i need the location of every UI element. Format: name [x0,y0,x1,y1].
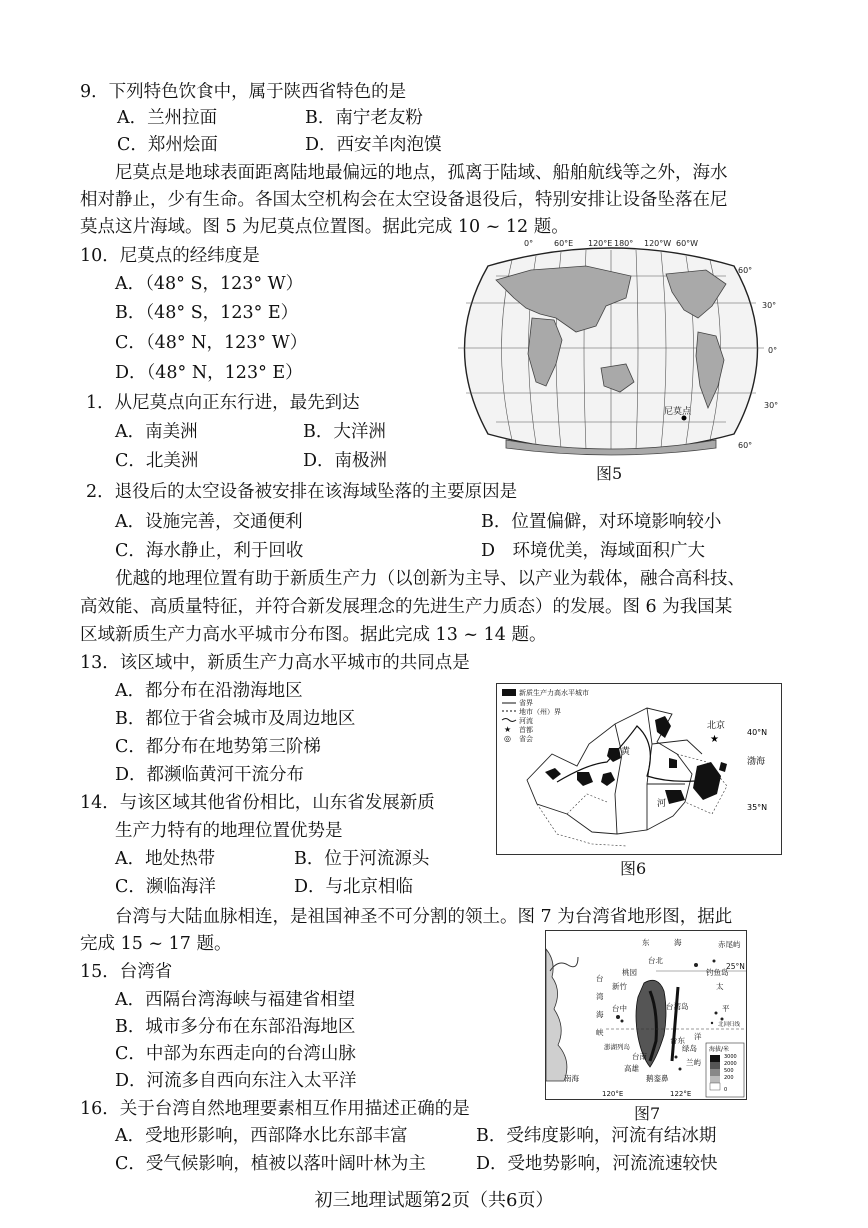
fig5-nemo-label: 尼莫点 [664,407,692,417]
fig7-label: 太 [716,982,724,991]
q11-stem: 1．从尼莫点向正东行进，最先到达 [86,393,360,413]
q14-option-c: C．濒临海洋 [115,877,216,897]
fig6-city-area [693,762,721,800]
fig6-legend-cities: 新质生产力高水平城市 [519,689,589,697]
q14-option-b: B．位于河流源头 [294,849,430,869]
intro-nemo-line3: 莫点这片海域。图 5 为尼莫点位置图。据此完成 10 ~ 12 题。 [80,217,569,237]
fig6-city-area [655,716,671,738]
q16-option-c: C．受气候影响，植被以落叶阔叶林为主 [115,1154,426,1174]
q13-stem: 13．该区域中，新质生产力高水平城市的共同点是 [80,653,470,673]
fig6-city-area [669,758,677,768]
fig5-lat-label: 60° [738,266,753,275]
fig6-city-area [665,790,685,804]
fig7-caption: 图7 [634,1104,661,1123]
fig7-section-line [672,987,678,1061]
fig6-city-area [719,762,727,772]
fig7-label: 120°E [602,1090,624,1098]
fig7-label: 北回归线 [718,1022,741,1028]
fig5-lon-label: 60°E [554,239,574,248]
q12-option-d: D 环境优美，海域面积广大 [481,541,706,561]
figure-5-world-map [436,236,786,460]
fig7-label: 25°N [726,962,745,971]
fig5-lat-label: 0° [768,346,778,355]
fig5-lon-label: 0° [524,239,534,248]
fig7-elev-value: 3000 [724,1054,737,1060]
figure-7-taiwan-map [545,930,747,1100]
fig7-elevation-legend [706,1043,744,1097]
q15-option-d: D．河流多自西向东注入太平洋 [115,1071,357,1091]
fig5-lat-label: 30° [764,401,779,410]
fig7-label: 平 [722,1004,730,1013]
q15-option-c: C．中部为东西走向的台湾山脉 [115,1044,356,1064]
q11-option-b: B．大洋洲 [303,422,386,442]
fig7-elev-value: 2000 [724,1061,737,1067]
q13-option-c: C．都分布在地势第三阶梯 [115,737,321,757]
q14-stem-line1: 14．与该区域其他省份相比，山东省发展新质 [80,793,435,813]
fig5-longitude-labels [524,239,698,248]
fig7-label: 南海 [564,1074,579,1083]
fig6-legend-prefecture: 地市（州）界 [519,708,561,716]
q13-option-d: D．都濒临黄河干流分布 [115,765,305,785]
q16-stem: 16．关于台湾自然地理要素相互作用描述正确的是 [80,1099,470,1119]
fig7-label: 台东 [670,1036,685,1045]
intro-nemo-line2: 相对静止，少有生命。各国太空机构会在太空设备退役后，特别安排让设备坠落在尼 [80,190,728,210]
fig7-label: 122°E [670,1090,692,1098]
fig5-lon-label: 180° [614,239,634,248]
q16-option-b: B．受纬度影响，河流有结冰期 [476,1126,717,1146]
fig7-label: 海 [674,938,682,947]
fig7-label: 洋 [694,1032,702,1041]
q12-option-c: C．海水静止，利于回收 [115,541,304,561]
q16-option-d: D．受地势影响，河流流速较快 [476,1154,718,1174]
figure-6-region-map [496,683,782,855]
q10-option-c: C．（48° N，123° W） [115,333,308,353]
q13-option-b: B．都位于省会城市及周边地区 [115,709,356,729]
fig7-elev-value: 500 [724,1068,734,1074]
svg-text:★: ★ [504,725,512,734]
page-footer: 初三地理试题第2页（共6页） [314,1190,554,1211]
q12-option-a: A．设施完善，交通便利 [115,512,303,532]
fig7-elev-value: 200 [724,1075,734,1081]
fig6-beijing-star: ★ [710,734,719,745]
fig7-elev-value: 0 [724,1087,728,1093]
fig7-label: 新竹 [612,982,627,991]
q11-option-c: C．北美洲 [115,451,199,471]
intro-productivity-line2: 高效能、高质量特征，并符合新发展理念的先进生产力质态）的发展。图 6 为我国某 [80,597,733,617]
fig7-label: 绿岛 [682,1044,697,1053]
fig5-lat-label: 30° [762,301,777,310]
q9-option-c: C．郑州烩面 [117,135,218,155]
fig6-city-area [601,772,615,786]
fig5-caption: 图5 [596,464,623,483]
intro-productivity-line1: 优越的地理位置有助于新质生产力（以创新为主导、以产业为载体，融合高科技、 [115,569,745,589]
q9-option-a: A．兰州拉面 [117,108,218,128]
intro-nemo-line1: 尼莫点是地球表面距离陆地最偏远的地点，孤离于陆域、船舶航线等之外，海水 [115,163,728,183]
fig7-label: 台南 [632,1052,647,1061]
fig6-legend [502,688,589,743]
fig5-lon-label: 60°W [676,239,699,248]
svg-text:◎: ◎ [504,734,511,743]
intro-productivity-line3: 区域新质生产力高水平城市分布图。据此完成 13 ~ 14 题。 [80,625,547,645]
fig5-lon-label: 120°W [644,239,672,248]
fig6-high-level-cities [545,716,727,804]
fig7-label: 澎湖列岛 [604,1043,630,1051]
fig6-caption: 图6 [620,859,647,878]
fig6-legend-river: 河流 [519,717,533,725]
fig7-label: 桃园 [622,968,637,977]
fig7-label: 台 [596,974,604,983]
fig6-city-area [577,772,593,786]
fig6-label-beijing: 北京 [707,721,726,731]
intro-taiwan-line2: 完成 15 ~ 17 题。 [80,934,232,954]
q13-option-a: A．都分布在沿渤海地区 [115,681,303,701]
fig6-city-area [545,768,561,780]
q11-option-a: A．南美洲 [115,422,198,442]
q15-option-b: B．城市多分布在东部沿海地区 [115,1017,356,1037]
fig6-legend-province: 省界 [519,699,533,707]
fig7-label: 峡 [596,1028,604,1037]
q10-option-b: B．（48° S，123° E） [115,303,299,323]
q16-option-a: A．受地形影响，西部降水比东部丰富 [115,1126,408,1146]
fig6-legend-capital: 首都 [519,726,533,734]
q12-option-b: B．位置偏僻，对环境影响较小 [481,512,722,532]
q14-option-a: A．地处热带 [115,849,216,869]
fig7-label: 钓鱼岛 [706,968,729,977]
fig6-label-huang: 黄 [621,747,631,757]
fig7-label: 台湾岛 [666,1002,689,1011]
fig6-label-40n: 40°N [747,728,768,737]
fig7-label: 湾 [596,992,604,1001]
fig7-label: 鹅銮鼻 [646,1074,669,1083]
q9-option-d: D．西安羊肉泡馍 [305,135,442,155]
q15-stem: 15．台湾省 [80,962,173,982]
fig5-lon-label: 120°E [588,239,613,248]
fig6-label-he: 河 [657,799,667,809]
q11-option-d: D．南极洲 [303,451,388,471]
fig6-legend-provincial-capital: 省会 [519,735,533,743]
q10-option-a: A．（48° S，123° W） [115,274,304,294]
q14-stem-line2: 生产力特有的地理位置优势是 [115,821,343,841]
q10-stem: 10．尼莫点的经纬度是 [80,246,260,266]
q14-option-d: D．与北京相临 [294,877,414,897]
fig7-mainland-coast [546,949,567,1081]
q10-option-d: D．（48° N，123° E） [115,363,303,383]
q9-stem: 9．下列特色饮食中，属于陕西省特色的是 [80,82,407,102]
fig7-label: 东 [642,938,650,947]
fig7-elev-title: 海拔/米 [709,1046,730,1053]
q9-option-b: B．南宁老友粉 [305,108,423,128]
fig6-label-35n: 35°N [747,803,768,812]
fig7-label: 海 [596,1010,604,1019]
fig7-label: 台北 [648,956,663,965]
q15-option-a: A．西隔台湾海峡与福建省相望 [115,990,356,1010]
fig7-label: 高雄 [624,1064,639,1073]
fig7-label: 台中 [612,1004,627,1013]
fig5-lat-label: 60° [738,441,753,450]
fig7-river [550,957,578,971]
fig6-label-bohai: 渤海 [747,757,766,767]
fig7-label: 兰屿 [686,1058,701,1067]
fig7-label: 赤尾屿 [718,940,741,949]
q12-stem: 2．退役后的太空设备被安排在该海域坠落的主要原因是 [86,482,518,502]
intro-taiwan-line1: 台湾与大陆血脉相连，是祖国神圣不可分割的领土。图 7 为台湾省地形图，据此 [115,907,733,927]
